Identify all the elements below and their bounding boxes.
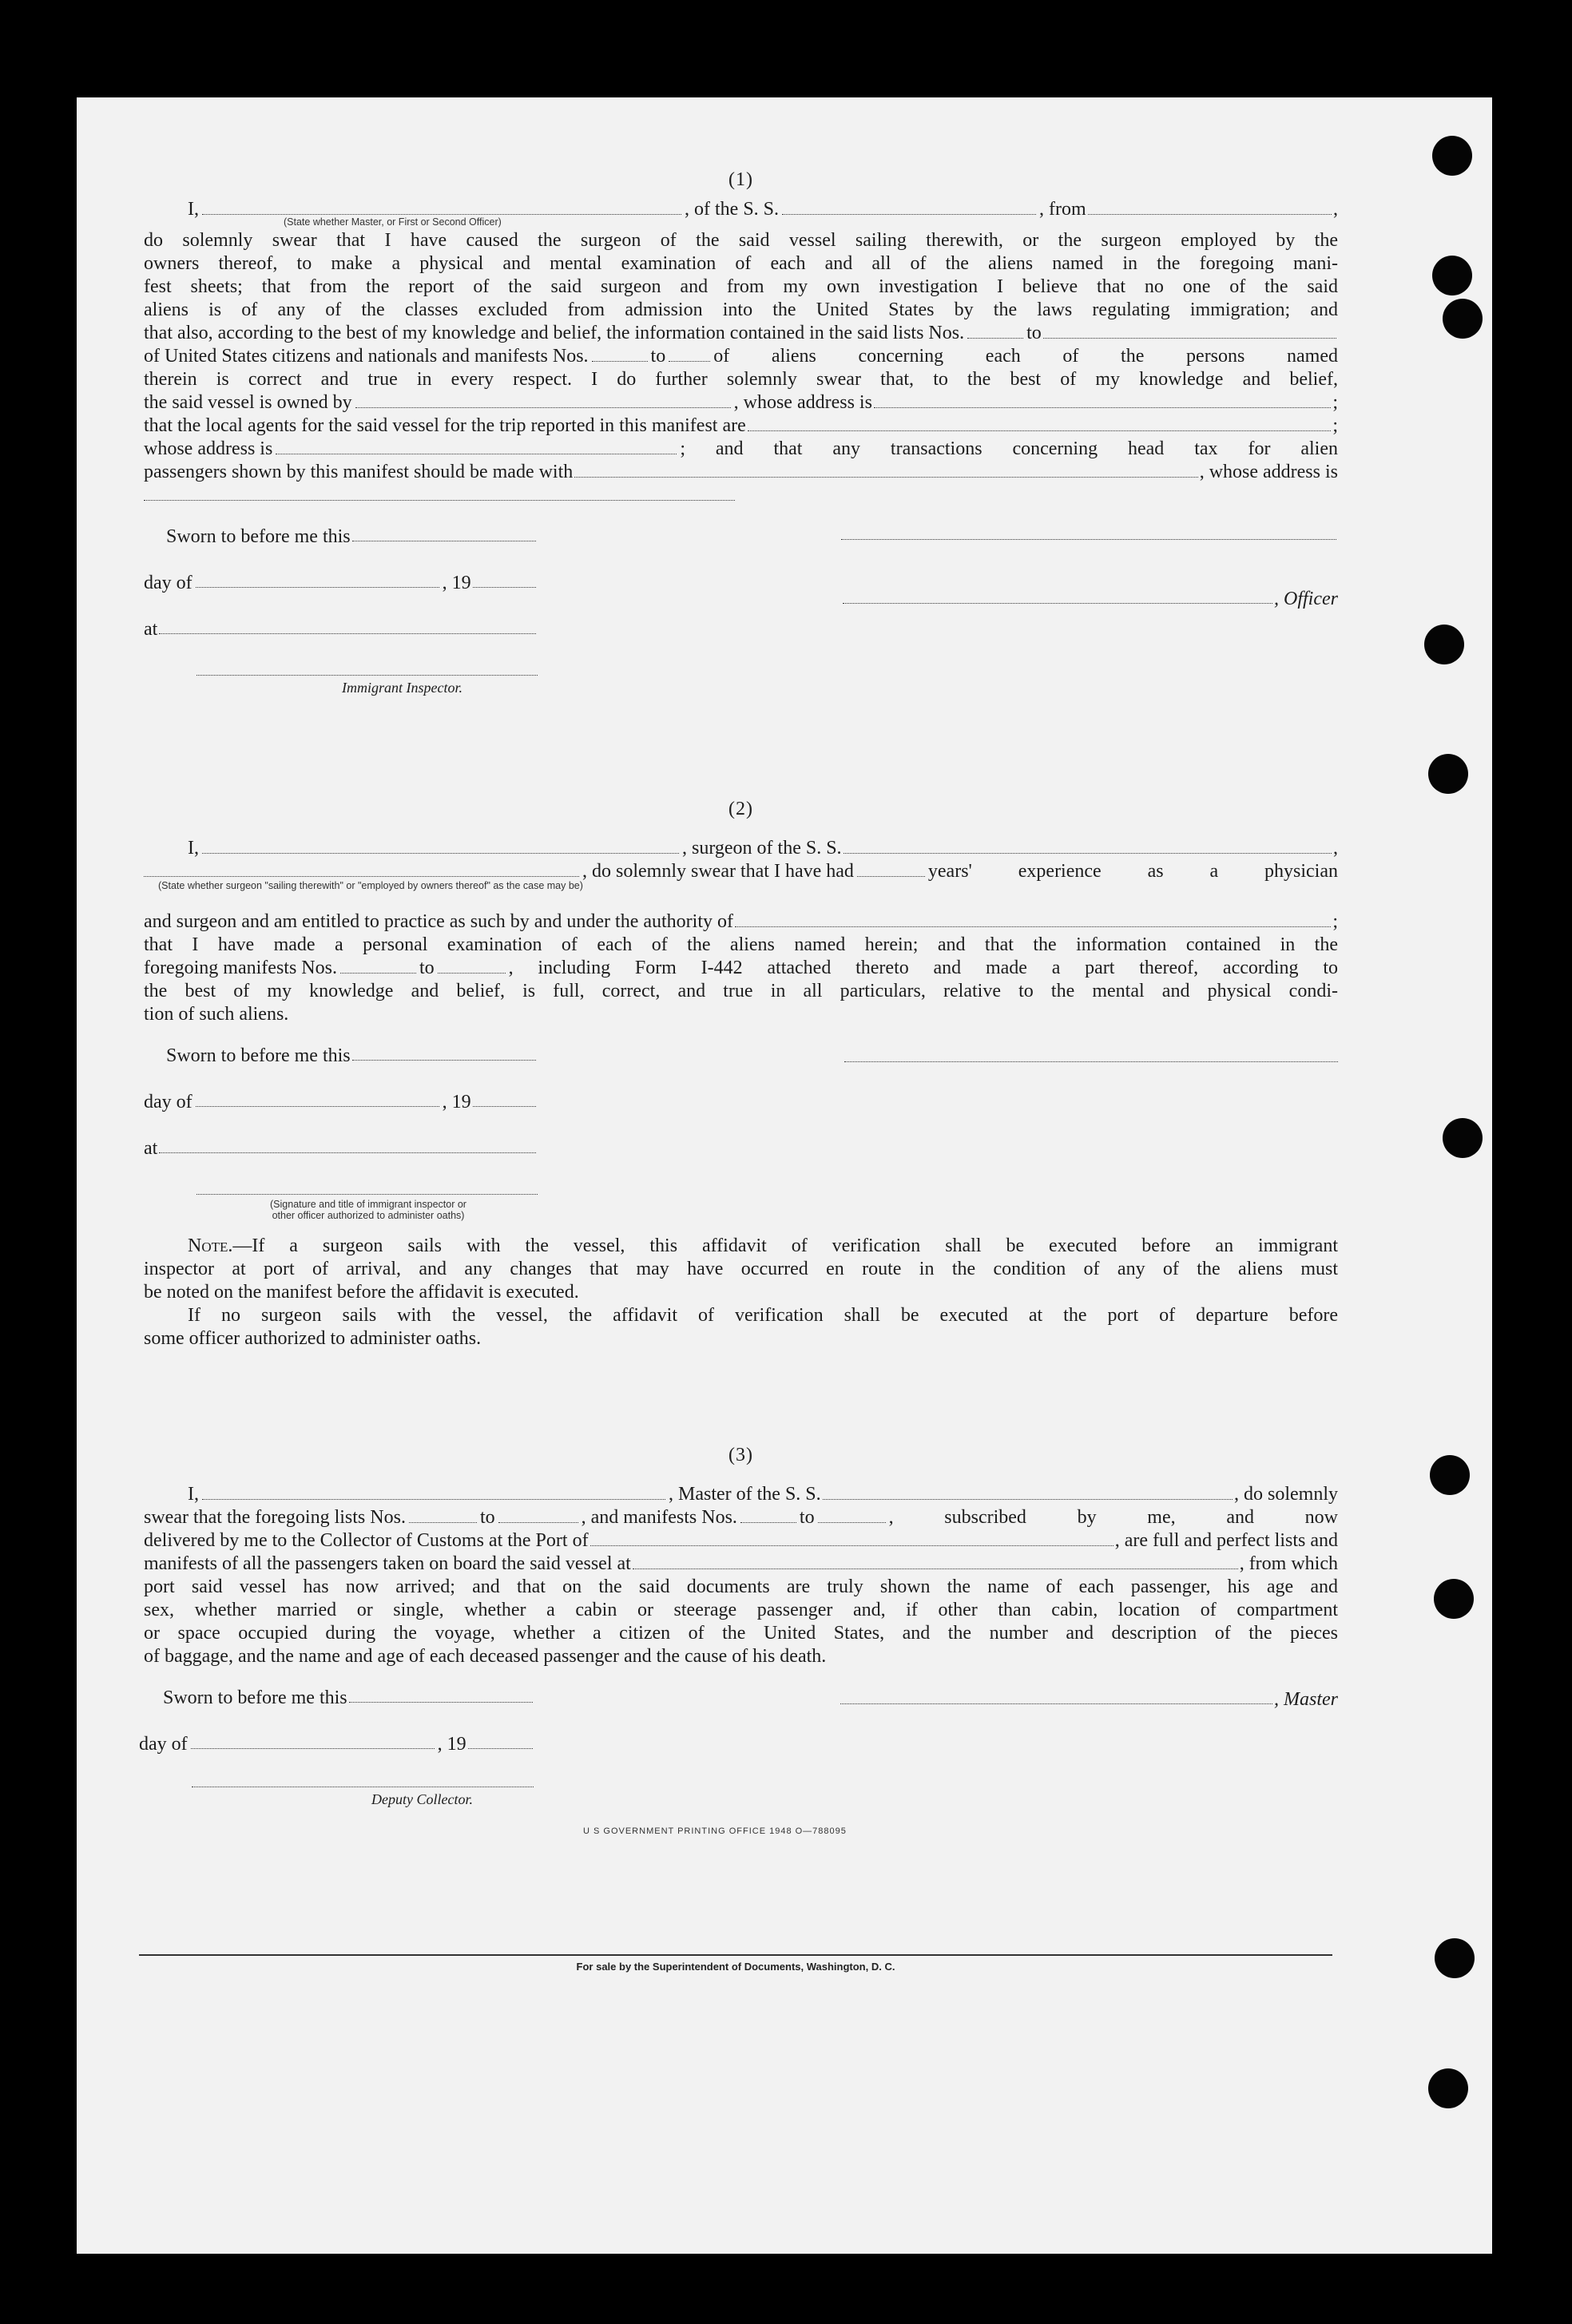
signature-note-1: (Signature and title of immigrant inspector or <box>270 1199 466 1210</box>
year-field[interactable] <box>473 587 536 588</box>
note-label: Note. <box>188 1235 233 1256</box>
section1-body-2: owners thereof, to make a physical and mental examination of each and all of the aliens named in the foregoing mani- <box>144 253 1338 274</box>
master-signature-line[interactable] <box>840 1703 1272 1704</box>
local-agents-field[interactable] <box>748 430 1332 431</box>
section-number: (2) <box>728 799 753 819</box>
punch-hole <box>1430 1455 1470 1495</box>
owner-address-field[interactable] <box>874 407 1331 408</box>
section-number: (3) <box>728 1445 753 1465</box>
punch-hole <box>1435 1938 1475 1978</box>
vessel-name-field[interactable] <box>782 214 1036 215</box>
section2-signatures: Sworn to before me this day of , 19 at (Signature and title of immigrant inspector or other officer authorized to administer oaths) <box>144 1042 1338 1238</box>
official-signature-line[interactable] <box>196 1194 538 1195</box>
lists-to-field[interactable] <box>498 1522 578 1523</box>
signature-note-2: other officer authorized to administer oaths) <box>272 1210 465 1221</box>
officer-title-note: (State whether Master, or First or Second Officer) <box>284 216 502 228</box>
inspector-caption: Immigrant Inspector. <box>342 680 462 696</box>
section3-signatures: Sworn to before me this , Master day of , 19 Deputy Collector. U S GOVERNMENT PRINTING OFFICE 1948 O—788095 <box>139 1687 1338 1836</box>
punch-hole <box>1443 1118 1483 1158</box>
year-field[interactable] <box>473 1106 536 1107</box>
section1-body-1: do solemnly swear that I have caused the surgeon of the said vessel sailing therewith, or the surgeon employed by the <box>144 230 1338 251</box>
section2-note: Note.—If a surgeon sails with the vessel, this affidavit of verification shall be executed before an immigrant inspector at port of arrival, and any changes that may have occurred en route in the condition of any of the aliens must be noted on the manifest before the affidavit is executed. If no surgeon sails with the vessel, the affidavit of verification shall be executed at the port of departure before some officer authorized to administer oaths. <box>144 1235 1338 1349</box>
day-of-field[interactable] <box>191 1748 435 1749</box>
master-caption: , Master <box>1274 1689 1338 1710</box>
list-no-from-field[interactable] <box>967 338 1023 339</box>
inspector-signature-line[interactable] <box>196 675 538 676</box>
deputy-caption: Deputy Collector. <box>371 1791 473 1807</box>
surgeon-name-field[interactable] <box>202 853 679 854</box>
day-of-field[interactable] <box>196 587 439 588</box>
section1-body-3: fest sheets; that from the report of the said surgeon and from my own investigation I believe that no one of the said <box>144 276 1338 297</box>
affidavit-section-2: (2) I, , surgeon of the S. S. , , do solemnly swear that I have had years' experience as a physician (State whether surgeon "sailing therewith" or "employed by owners thereof" as the case may be) and surgeon and am entitled to practice as such by and under the authority of ; that I have made a personal examination of each of the aliens named herein; and that the information contained in the foregoing manifests Nos. to , including Form I-442 attached thereto and made a part thereof, according to the best of my knowledge and belief, is full, correct, and true in all particulars, relative to the mental and physical condi- tion of such aliens. Sworn to before me this day of , 19 at (Signature and title of immigrant inspector or other officer authorized to administer oaths) Note.—If a surgeon sails with the vessel, this affidavit of verification shall be executed before an immigrant inspector at port of arrival, and any changes that may have occurred en route in the condition of any of the aliens must be noted on the manifest before the affidavit is executed. If no surgeon sails with the vessel, the affidavit of verification shall be executed at the port of departure before some officer authorized to administer oaths. <box>144 799 1338 1349</box>
surgeon-type-note: (State whether surgeon "sailing therewith" or "employed by owners thereof" as the case may be) <box>158 880 583 891</box>
sworn-date-field[interactable] <box>352 1060 536 1061</box>
i-label: I, <box>188 199 199 220</box>
section1-therein: therein is correct and true in every respect. I do further solemnly swear that, to the best of my knowledge and belief, <box>144 369 1338 390</box>
officer-title-field[interactable] <box>202 214 681 215</box>
section2-best: the best of my knowledge and belief, is full, correct, and true in all particulars, relative to the mental and physical condi- <box>144 981 1338 1001</box>
punch-hole <box>1434 1579 1474 1619</box>
footer-rule <box>139 1954 1332 1956</box>
manifest-to-field[interactable] <box>438 973 506 974</box>
master-vessel-field[interactable] <box>823 1499 1233 1500</box>
surgeon-type-field[interactable] <box>144 876 579 877</box>
section-number: (1) <box>728 169 753 190</box>
punch-hole <box>1432 136 1472 176</box>
punch-hole <box>1424 625 1464 664</box>
master-signature-line[interactable] <box>841 539 1336 540</box>
head-tax-address-field[interactable] <box>144 500 735 501</box>
punch-hole <box>1443 299 1483 339</box>
affidavit-section-1: (1) I, , of the S. S. , from , (State whether Master, or First or Second Officer) do solemnly swear that I have caused the surgeon of the said vessel sailing therewith, or the surgeon employed by the owners thereof, to make a physical and mental examination of each and all of the aliens named in the foregoing mani- fest sheets; that from the report of the said surgeon and from my own investigation I believe that no one of the said aliens is of any of the classes excluded from admission into the United States by the laws regulating immigration; and that also, according to the best of my knowledge and belief, the information contained in the said lists Nos. to of United States citizens and nationals and manifests Nos. to of aliens concerning each of the persons named therein is correct and true in every respect. I do further solemnly swear that, to the best of my knowledge and belief, the said vessel is owned by , whose address is ; that the local agents for the said vessel for the trip reported in this manifest are ; whose address is ; and that any transactions concerning head tax for alien passengers shown by this manifest should be made with , whose address is Sworn to before me this day of , 19 at Immigrant Inspector. , Officer <box>144 169 1338 719</box>
punch-hole <box>1432 256 1472 295</box>
port-field[interactable] <box>590 1545 1114 1546</box>
section2-tion: tion of such aliens. <box>144 1004 289 1025</box>
manifest-no-to-field[interactable] <box>669 361 710 362</box>
section1-signatures: Sworn to before me this day of , 19 at Immigrant Inspector. , Officer <box>144 526 1338 696</box>
from-label: , from <box>1039 199 1086 220</box>
section2-exam: that I have made a personal examination of each of the aliens named herein; and that the information contained in the <box>144 934 1338 955</box>
day-of-field[interactable] <box>196 1106 439 1107</box>
manifest-no-from-field[interactable] <box>592 361 648 362</box>
head-tax-contact-field[interactable] <box>574 477 1197 478</box>
manifests-from-field[interactable] <box>740 1522 796 1523</box>
punch-hole <box>1428 754 1468 794</box>
master-name-field[interactable] <box>202 1499 665 1500</box>
officer-signature-line[interactable] <box>843 603 1272 604</box>
surgeon-signature-line[interactable] <box>844 1061 1338 1062</box>
affidavit-section-3: (3) I, , Master of the S. S. , do solemnly swear that the foregoing lists Nos. to , and manifests Nos. to , subscribed by me, and now delivered by me to the Collector of Customs at the Port of , are full and perfect lists and manifests of all the passengers taken on board the said vessel at , from which port said vessel has now arrived; and that on the said documents are truly shown the name of each passenger, his age and sex, whether married or single, whether a cabin or steerage passenger and, if other than cabin, location of compartment or space occupied during the voyage, whether a citizen of the United States, and the number and description of the pieces of baggage, and the name and age of each deceased passenger and the cause of his death. Sworn to before me this , Master day of , 19 Deputy Collector. U S GOVERNMENT PRINTING OFFICE 1948 O—788095 <box>144 1445 1338 1852</box>
lists-from-field[interactable] <box>409 1522 477 1523</box>
officer-caption: , Officer <box>1274 589 1338 609</box>
place-field[interactable] <box>159 633 536 634</box>
owner-field[interactable] <box>355 407 731 408</box>
years-field[interactable] <box>857 876 925 877</box>
sworn-date-field[interactable] <box>349 1702 533 1703</box>
departure-port-field[interactable] <box>1088 214 1332 215</box>
list-no-to-field[interactable] <box>1043 338 1336 339</box>
place-field[interactable] <box>159 1152 536 1153</box>
of-the-ss-label: , of the S. S. <box>685 199 780 220</box>
section1-body-4: aliens is of any of the classes excluded from admission into the United States by the laws regulating immigration; and <box>144 299 1338 320</box>
year-field[interactable] <box>468 1748 533 1749</box>
surgeon-vessel-field[interactable] <box>844 853 1332 854</box>
printing-office-line: U S GOVERNMENT PRINTING OFFICE 1948 O—788095 <box>583 1826 847 1836</box>
for-sale-line: For sale by the Superintendent of Documents, Washington, D. C. <box>576 1961 895 1973</box>
manifest-from-field[interactable] <box>340 973 416 974</box>
manifests-to-field[interactable] <box>818 1522 886 1523</box>
punch-hole <box>1428 2068 1468 2108</box>
authority-field[interactable] <box>735 926 1331 927</box>
